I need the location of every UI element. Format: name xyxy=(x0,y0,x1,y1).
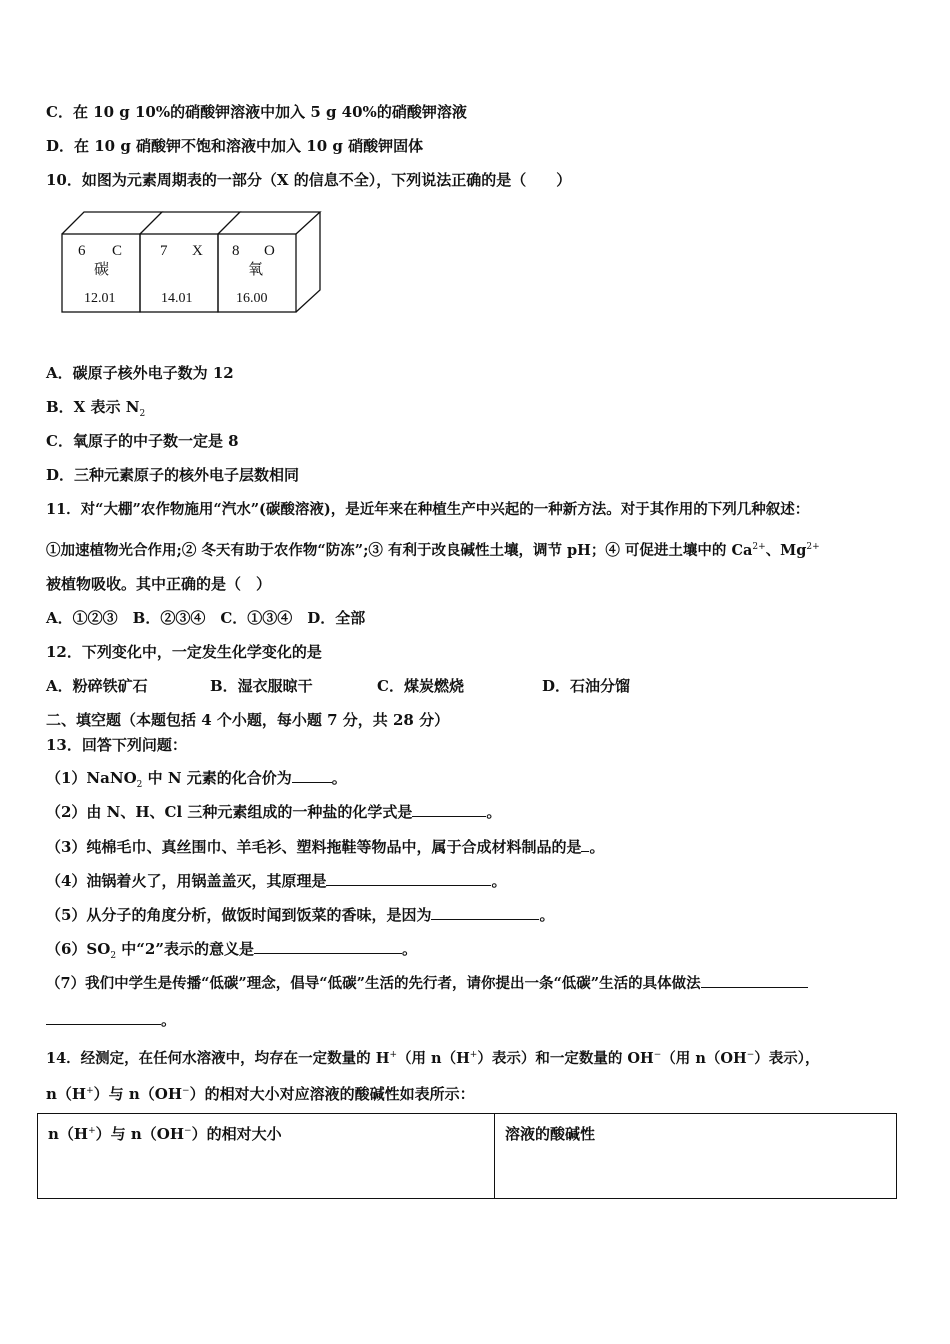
answer-blank[interactable] xyxy=(326,871,491,886)
q12-option-b: B．湿衣服晾干 xyxy=(210,677,313,695)
q13-part6: $(6)SO_2$ 中“2”表示的意义是 。 xyxy=(46,940,418,961)
element-mass: 16.00 xyxy=(236,291,268,306)
table-header-relative-size: n（H+）与 n（OH−）的相对大小 xyxy=(38,1114,495,1199)
q12-option-a: A．粉碎铁矿石 xyxy=(46,677,148,695)
q13-part2: （2）由 N、H、Cl 三种元素组成的一种盐的化学式是 。 xyxy=(46,803,502,821)
q12-option-d: D．石油分馏 xyxy=(542,677,631,695)
answer-blank[interactable] xyxy=(431,905,539,920)
element-number: 7 xyxy=(160,243,168,259)
element-symbol: O xyxy=(264,243,275,259)
element-name: 氧 xyxy=(248,262,264,278)
element-mass: 12.01 xyxy=(84,291,116,306)
q13-part4: （4）油锅着火了，用锅盖盖灭，其原理是 。 xyxy=(46,872,507,890)
q12-option-c: C．煤炭燃烧 xyxy=(377,677,464,695)
q11-stem-line1: 11．对“大棚”农作物施用“汽水”(碳酸溶液)，是近年来在种植生产中兴起的一种新方法。对于其作用的下列几种叙述： xyxy=(46,501,810,518)
answer-blank[interactable] xyxy=(292,768,332,783)
answer-blank[interactable] xyxy=(254,939,402,954)
element-symbol: C xyxy=(112,243,123,259)
q13-part1: （1）NaNO$_2$ 中 N 元素的化合价为 。 xyxy=(46,769,347,790)
q13-part7-continued: 。 xyxy=(46,1010,176,1030)
q13-part5: （5）从分子的角度分析，做饭时闻到饭菜的香味，是因为 。 xyxy=(46,906,555,924)
q11-stem-line2: ①加速植物光合作用;② 冬天有助于农作物“防冻”;③ 有利于改良碱性土壤，调节 pH；④ 可促进土壤中的 $Ca^{2+}$、$Mg^{2+}$ xyxy=(46,541,820,559)
element-name: 碳 xyxy=(94,262,110,278)
q14-stem-line1: 14．经测定，在任何水溶液中，均存在一定数量的 H+（用 n（H+）表示）和一定数量的 OH−（用 n（OH−）表示）， xyxy=(46,1049,820,1067)
answer-blank[interactable] xyxy=(412,802,486,817)
acidity-table xyxy=(37,1113,897,1199)
q10-option-a: A．碳原子核外电子数为 12 xyxy=(46,364,234,382)
q10-option-d: D．三种元素原子的核外电子层数相同 xyxy=(46,466,300,484)
answer-blank[interactable] xyxy=(701,973,808,988)
q13-stem: 13．回答下列问题： xyxy=(46,736,187,754)
element-symbol: X xyxy=(192,243,203,259)
q9-option-c: C．在 10 g 10%的硝酸钾溶液中加入 5 g 40%的硝酸钾溶液 xyxy=(46,103,467,121)
q13-part7: （7）我们中学生是传播“低碳”理念，倡导“低碳”生活的先行者，请你提出一条“低碳”生活的具体做法 xyxy=(46,973,808,994)
element-number: 6 xyxy=(78,243,86,259)
element-mass: 14.01 xyxy=(161,291,193,306)
q10-option-b: B．X 表示 $N_2$ xyxy=(46,398,146,419)
element-number: 8 xyxy=(232,243,240,259)
table-header-acidity: 溶液的酸碱性 xyxy=(495,1114,897,1199)
q9-option-d: D．在 10 g 硝酸钾不饱和溶液中加入 10 g 硝酸钾固体 xyxy=(46,137,424,155)
answer-blank[interactable] xyxy=(46,1010,161,1025)
q10-option-c: C．氧原子的中子数一定是 8 xyxy=(46,432,239,450)
q14-stem-line2: n（H+）与 n（OH−）的相对大小对应溶液的酸碱性如表所示： xyxy=(46,1085,475,1103)
section-heading: 二、填空题（本题包括 4 个小题，每小题 7 分，共 28 分） xyxy=(46,711,450,729)
periodic-table-fragment xyxy=(58,208,328,316)
q13-part3: （3）纯棉毛巾、真丝围巾、羊毛衫、塑料拖鞋等物品中，属于合成材料制品的是 。 xyxy=(46,838,605,856)
q11-options: A．①②③ B．②③④ C．①③④ D．全部 xyxy=(46,609,366,627)
q12-stem: 12．下列变化中，一定发生化学变化的是 xyxy=(46,643,322,661)
q11-stem-line3: 被植物吸收。其中正确的是（ ） xyxy=(46,575,272,593)
q10-stem: 10．如图为元素周期表的一部分（X 的信息不全），下列说法正确的是（ ） xyxy=(46,171,572,189)
